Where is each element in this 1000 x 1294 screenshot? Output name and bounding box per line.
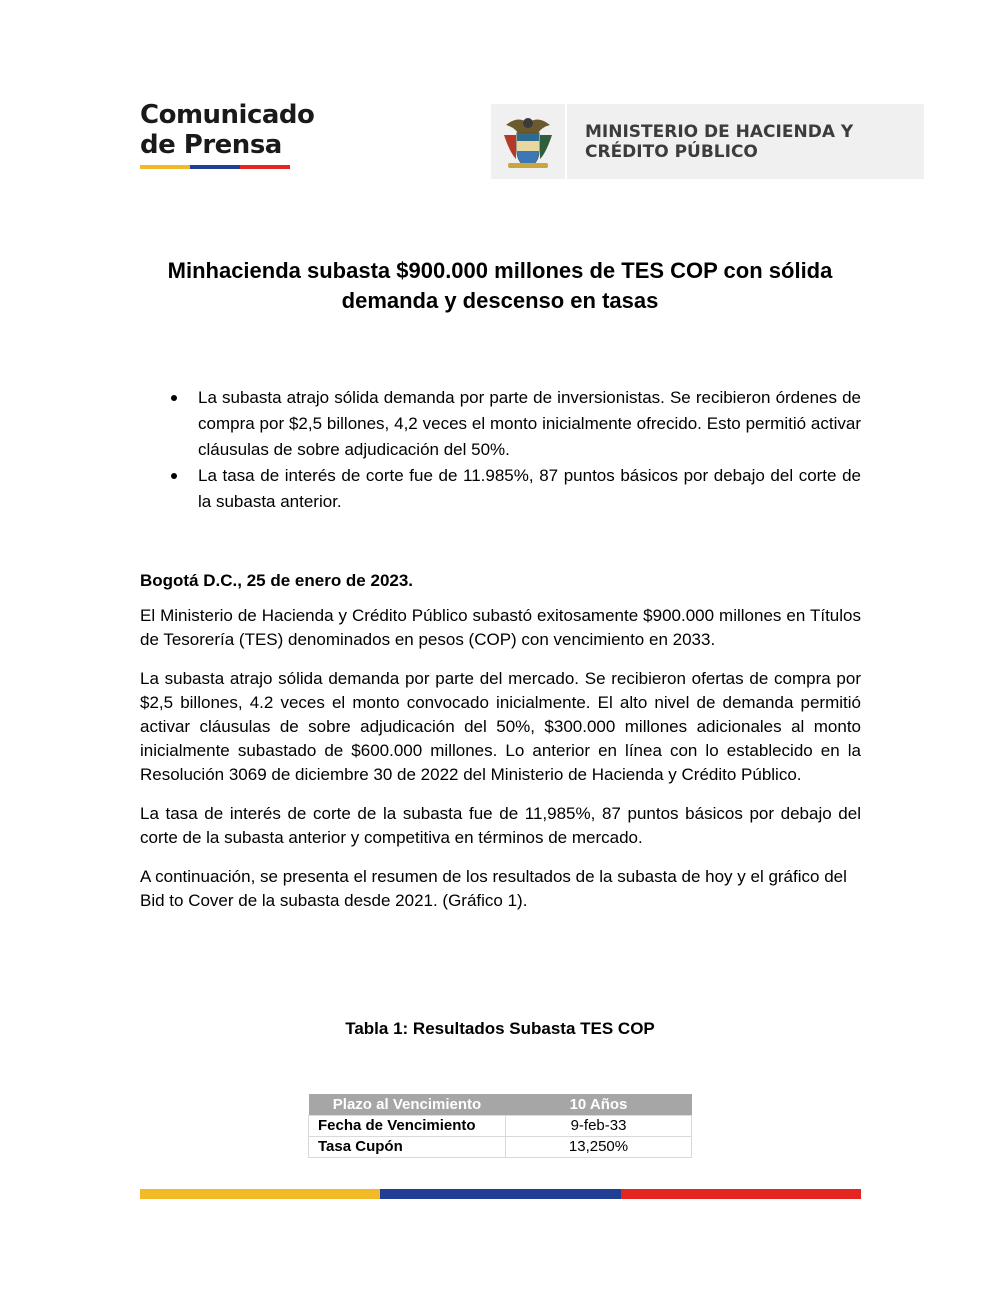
paragraph: El Ministerio de Hacienda y Crédito Público subastó exitosamente $900.000 millones en Títulos de Tesorería (TES) denominados en pesos (COP) con vencimiento en 2033. <box>140 606 861 649</box>
table-header-cell: Plazo al Vencimiento <box>309 1094 506 1116</box>
ministry-name <box>585 122 853 162</box>
paragraph: La tasa de interés de corte de la subasta fue de 11,985%, 87 puntos básicos por debajo del corte de la subasta anterior y competitiva en términos de mercado. <box>140 804 861 847</box>
table-cell-value: 9-feb-33 <box>506 1116 692 1137</box>
summary-bullets <box>140 385 861 515</box>
paragraph: A continuación, se presenta el resumen de los resultados de la subasta de hoy y el gráfico del Bid to Cover de la subasta desde 2021. (Gráfico 1). <box>140 867 847 910</box>
brand-title-line1: Comunicado <box>140 100 315 130</box>
bullet-dot-icon <box>171 473 177 479</box>
bullet-item <box>140 385 861 463</box>
bullet-text: La subasta atrajo sólida demanda por parte de inversionistas. Se recibieron órdenes de compra por $2,5 billones, 4,2 veces el monto inicialmente ofrecido. Esto permitió activar cláusulas de sobre adjudicación del 50%. <box>198 388 861 459</box>
table-cell-label: Fecha de Vencimiento <box>309 1116 506 1137</box>
table-row <box>309 1137 692 1158</box>
ministry-name-line2: CRÉDITO PÚBLICO <box>585 141 758 162</box>
brand-title-line2: de Prensa <box>140 130 282 160</box>
dateline: Bogotá D.C., 25 de enero de 2023. <box>140 571 414 590</box>
brand-flag-stripe <box>140 165 290 169</box>
bullet-text: La tasa de interés de corte fue de 11.985%, 87 puntos básicos por debajo del corte de la subasta anterior. <box>198 466 861 511</box>
coat-of-arms-icon <box>491 104 567 179</box>
bullet-item <box>140 463 861 515</box>
table-cell-value: 13,250% <box>506 1137 692 1158</box>
table-header-cell: 10 Años <box>506 1094 692 1116</box>
bullet-dot-icon <box>171 395 177 401</box>
body-text <box>140 604 861 928</box>
ministry-name-line1: MINISTERIO DE HACIENDA Y <box>585 121 854 142</box>
ministry-logo-box <box>491 104 924 179</box>
table-header-row <box>309 1094 692 1116</box>
results-table <box>308 1094 692 1158</box>
table-cell-label: Tasa Cupón <box>309 1137 506 1158</box>
paragraph: La subasta atrajo sólida demanda por parte del mercado. Se recibieron ofertas de compra por $2,5 billones, 4.2 veces el monto convocado inicialmente. El alto nivel de demanda permitió activar cláusulas de sobre adjudicación del 50%, $300.000 millones adicionales al monto inicialmente subastado de $600.000 millones. Lo anterior en línea con lo establecido en la Resolución 3069 de diciembre 30 de 2022 del Ministerio de Hacienda y Crédito Público. <box>140 669 861 784</box>
footer-flag-stripe <box>140 1189 861 1199</box>
table-row <box>309 1116 692 1137</box>
table-title: Tabla 1: Resultados Subasta TES COP <box>345 1019 655 1038</box>
headline: Minhacienda subasta $900.000 millones de TES COP con sólida demanda y descenso en tasas <box>167 258 833 313</box>
brand-title <box>140 100 314 160</box>
